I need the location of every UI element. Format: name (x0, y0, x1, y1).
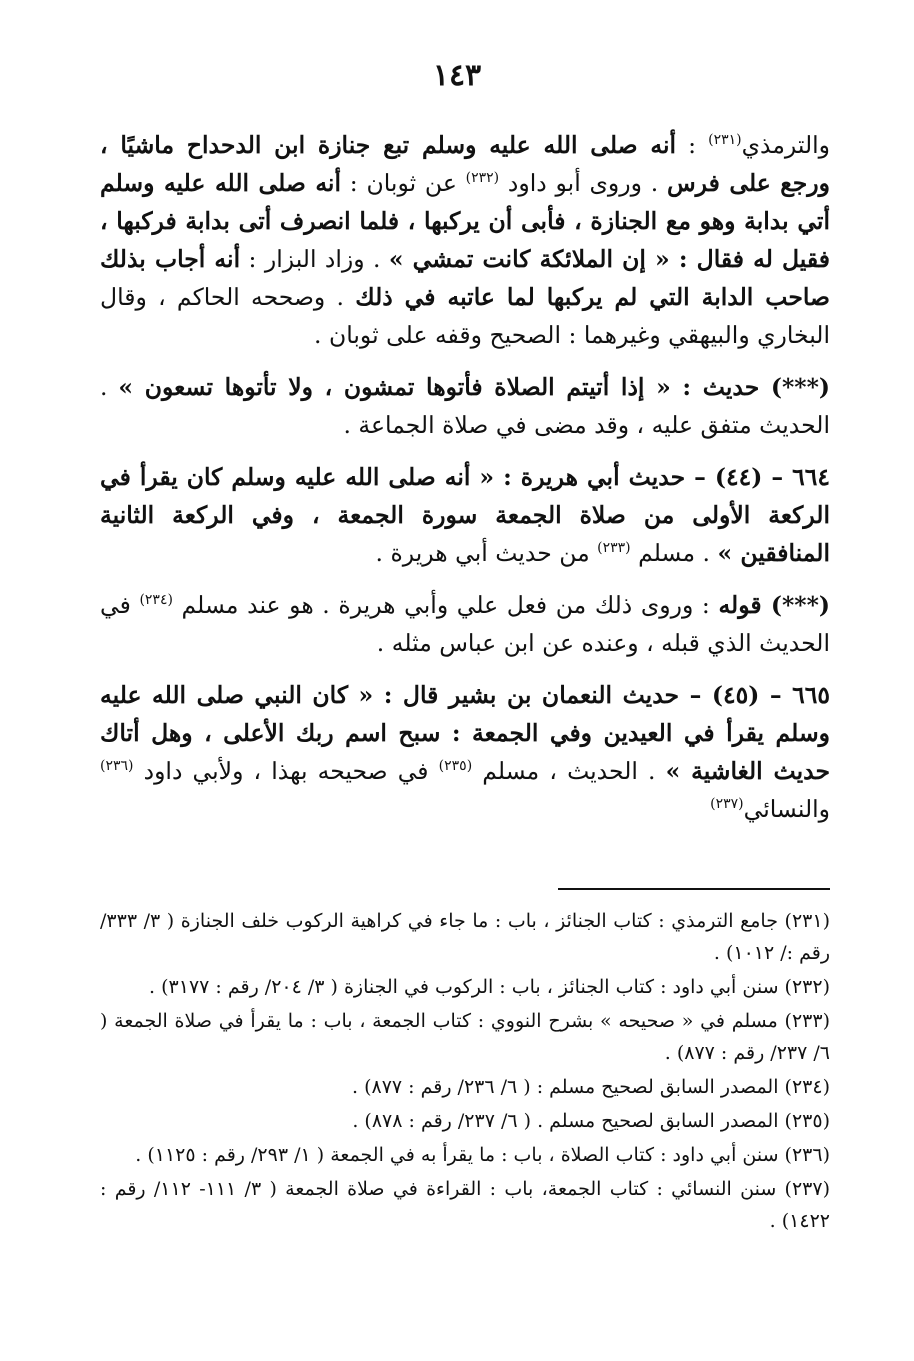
paragraph (100, 368, 830, 444)
plain-text: : وروى ذلك من فعل علي وأبي هريرة . هو عند مسلم (172, 591, 719, 619)
footnote: (٢٣٦) سنن أبي داود : كتاب الصلاة ، باب : ما يقرأ به في الجمعة ( ١/ ٢٩٣/ رقم : ١١٢٥) . (135, 1144, 830, 1166)
footnote: (٢٣٥) المصدر السابق لصحيح مسلم . ( ٦/ ٢٣٧/ رقم : ٨٧٨) . (352, 1110, 830, 1132)
bold-text: أنه صلى الله عليه وسلم تبع جنازة ابن الدحداح ماشيًا ، ورجع على فرس (100, 131, 831, 197)
footnote-ref: (٢٣٧) (710, 796, 744, 812)
footnote-ref: (٢٣٣) (597, 540, 631, 556)
bold-text: ٦٦٥ – (٤٥) – حديث النعمان بن بشير قال : « كان النبي صلى الله عليه وسلم يقرأ في العيدين وفي الجمعة : سبح اسم ربك الأعلى ، وهل أتاك حديث الغاشية » (100, 681, 830, 785)
plain-text: . وصححه الحاكم ، وقال البخاري والبيهقي وغيرهما : الصحيح وقفه على ثوبان . (100, 283, 830, 349)
paragraph (100, 458, 830, 572)
plain-text: من حديث أبي هريرة . (375, 539, 598, 567)
plain-text: . الحديث ، مسلم (472, 757, 666, 785)
main-text (100, 126, 830, 842)
bold-text: أنه صلى الله عليه وسلم أتي بدابة وهو مع الجنازة ، فأبى أن يركبها ، فلما انصرف أتى بدابة فركبها ، فقيل له فقال : « إن الملائكة كانت تمشي » (100, 169, 830, 273)
plain-text: في صحيحه بهذا ، ولأبي داود (133, 757, 439, 785)
plain-text: : (676, 131, 709, 159)
plain-text: والترمذي (741, 131, 831, 159)
bold-text: ٦٦٤ – (٤٤) – حديث أبي هريرة : « أنه صلى الله عليه وسلم كان يقرأ في الركعة الأولى من صلاة الجمعة سورة الجمعة ، وفي الركعة الثانية المنافقين » (100, 463, 830, 567)
footnote: (٢٣٧) سنن النسائي : كتاب الجمعة، باب : القراءة في صلاة الجمعة ( ٣/ ١١١- ١١٢/ رقم : ١٤٢٢) . (100, 1178, 830, 1232)
paragraph (100, 586, 830, 662)
bold-text: (***) قوله (718, 591, 830, 619)
plain-text: . وروى أبو داود (499, 169, 667, 197)
bold-text: (***) حديث : « إذا أتيتم الصلاة فأتوها تمشون ، ولا تأتوها تسعون » (118, 373, 830, 401)
footnote-ref: (٢٣٥) (438, 758, 473, 774)
footnote: (٢٣١) جامع الترمذي : كتاب الجنائز ، باب : ما جاء في كراهية الركوب خلف الجنازة ( ٣/ ٣٣٣/ رقم :/ ١٠١٢) . (100, 910, 830, 964)
plain-text: . الحديث متفق عليه ، وقد مضى في صلاة الجماعة . (100, 373, 830, 439)
plain-text: . وزاد البزار : (240, 245, 389, 273)
page-number: ١٤٣ (432, 58, 482, 93)
footnote-ref: (٢٣٢) (465, 170, 500, 186)
paragraph (100, 126, 830, 354)
footnote: (٢٣٢) سنن أبي داود : كتاب الجنائز ، باب : الركوب في الجنازة ( ٣/ ٢٠٤/ رقم : ٣١٧٧) . (149, 976, 830, 998)
plain-text: في الحديث الذي قبله ، وعنده عن ابن عباس مثله . (100, 591, 830, 657)
footnote: (٢٣٣) مسلم في « صحيحه » بشرح النووي : كتاب الجمعة ، باب : ما يقرأ في صلاة الجمعة ( ٦/ ٢٣٧/ رقم : ٨٧٧) . (100, 1010, 830, 1064)
footnotes (100, 905, 830, 1239)
plain-text: والنسائي (743, 795, 830, 823)
footnote-divider (558, 888, 830, 890)
bold-text: أنه أجاب بذلك صاحب الدابة التي لم يركبها لما عاتبه في ذلك (100, 245, 830, 311)
footnote-ref: (٢٣٦) (100, 758, 134, 774)
footnote: (٢٣٤) المصدر السابق لصحيح مسلم : ( ٦/ ٢٣٦/ رقم : ٨٧٧) . (351, 1076, 830, 1098)
paragraph (100, 676, 830, 828)
plain-text: عن ثوبان : (341, 169, 466, 197)
plain-text: . مسلم (630, 539, 718, 567)
footnote-ref: (٢٣٤) (139, 592, 173, 608)
footnote-ref: (٢٣١) (708, 132, 742, 148)
